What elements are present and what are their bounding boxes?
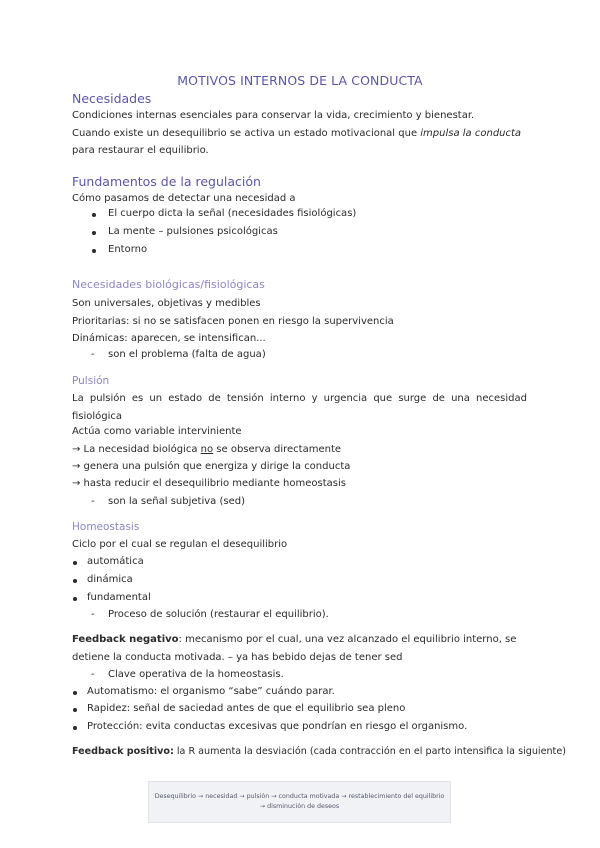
fundamentos-bullet: Entorno bbox=[108, 244, 148, 255]
bullet-dot bbox=[73, 597, 77, 601]
homeostasis-bullet: dinámica bbox=[87, 574, 133, 585]
heading-necesidades: Necesidades bbox=[72, 91, 152, 106]
dash-marker: - bbox=[91, 349, 95, 360]
heading-pulsion: Pulsión bbox=[72, 375, 110, 387]
feedback-negativo-line1: Feedback negativo: mecanismo por el cual, una vez alcanzado el equilibrio interno, se bbox=[72, 634, 517, 645]
feedback-positivo: Feedback positivo: la R aumenta la desviación (cada contracción en el parto intensifica la siguiente) bbox=[72, 746, 566, 757]
fundamentos-intro: Cómo pasamos de detectar una necesidad a bbox=[72, 193, 296, 204]
pulsion-arrow-2: → genera una pulsión que energiza y dirige la conducta bbox=[72, 461, 351, 472]
heading-fundamentos: Fundamentos de la regulación bbox=[72, 174, 261, 189]
homeostasis-bullet: fundamental bbox=[87, 592, 151, 603]
biologicas-line: Prioritarias: si no se satisfacen ponen en riesgo la supervivencia bbox=[72, 315, 394, 327]
figure-line1: Desequilibrio → necesidad → pulsión → conducta motivada → restablecimiento del equilibrio bbox=[154, 793, 445, 800]
pulsion-arrow-3: → hasta reducir el desequilibrio mediante homeostasis bbox=[72, 478, 346, 489]
bullet-dot bbox=[73, 691, 77, 695]
heading-homeostasis: Homeostasis bbox=[72, 521, 140, 533]
dash-marker: - bbox=[91, 609, 95, 620]
summary-figure bbox=[148, 781, 451, 823]
feedback-bullet: Rapidez: señal de saciedad antes de que el equilibrio sea pleno bbox=[87, 703, 406, 714]
biologicas-sub: son el problema (falta de agua) bbox=[108, 349, 266, 360]
biologicas-paragraph bbox=[72, 295, 527, 348]
biologicas-line: Dinámicas: aparecen, se intensifican... bbox=[72, 333, 266, 344]
homeostasis-bullet: automática bbox=[87, 556, 144, 567]
pulsion-arrow-1: → La necesidad biológica no se observa directamente bbox=[72, 444, 342, 455]
fundamentos-bullet: El cuerpo dicta la señal (necesidades fisiológicas) bbox=[108, 208, 357, 219]
homeostasis-intro: Ciclo por el cual se regulan el desequilibrio bbox=[72, 539, 288, 550]
feedback-negativo-line2: detiene la conducta motivada. – ya has bebido dejas de tener sed bbox=[72, 652, 403, 663]
dash-marker: - bbox=[91, 669, 95, 680]
necesidades-line2: Cuando existe un desequilibrio se activa un estado motivacional que impulsa la conducta bbox=[72, 127, 522, 139]
pulsion-sub: son la señal subjetiva (sed) bbox=[108, 496, 245, 507]
necesidades-line3: para restaurar el equilibrio. bbox=[72, 145, 209, 156]
homeostasis-sub: Proceso de solución (restaurar el equilibrio). bbox=[108, 609, 329, 620]
necesidades-line1: Condiciones internas esenciales para conservar la vida, crecimiento y bienestar. bbox=[72, 110, 475, 121]
bullet-dot bbox=[73, 726, 77, 730]
bullet-dot bbox=[92, 213, 96, 217]
biologicas-line: Son universales, objetivas y medibles bbox=[72, 298, 261, 309]
pulsion-paragraph: La pulsión es un estado de tensión interno y urgencia que surge de una necesidad fisiológica bbox=[72, 393, 527, 422]
page-title: MOTIVOS INTERNOS DE LA CONDUCTA bbox=[177, 73, 423, 88]
feedback-bullet: Automatismo: el organismo “sabe” cuándo parar. bbox=[87, 686, 335, 697]
bullet-dot bbox=[92, 249, 96, 253]
bullet-dot bbox=[73, 708, 77, 712]
feedback-bullet: Protección: evita conductas excesivas que pondrían en riesgo el organismo. bbox=[87, 721, 468, 732]
dash-marker: - bbox=[91, 496, 95, 507]
pulsion-actua: Actúa como variable interviniente bbox=[72, 426, 242, 437]
bullet-dot bbox=[92, 231, 96, 235]
figure-line2: → disminución de deseos bbox=[259, 803, 340, 810]
necesidades-paragraph bbox=[72, 107, 527, 160]
feedback-negativo-sub: Clave operativa de la homeostasis. bbox=[108, 669, 284, 680]
bullet-dot bbox=[73, 561, 77, 565]
fundamentos-bullet: La mente – pulsiones psicológicas bbox=[108, 226, 278, 237]
heading-biologicas: Necesidades biológicas/fisiológicas bbox=[72, 278, 265, 291]
bullet-dot bbox=[73, 579, 77, 583]
